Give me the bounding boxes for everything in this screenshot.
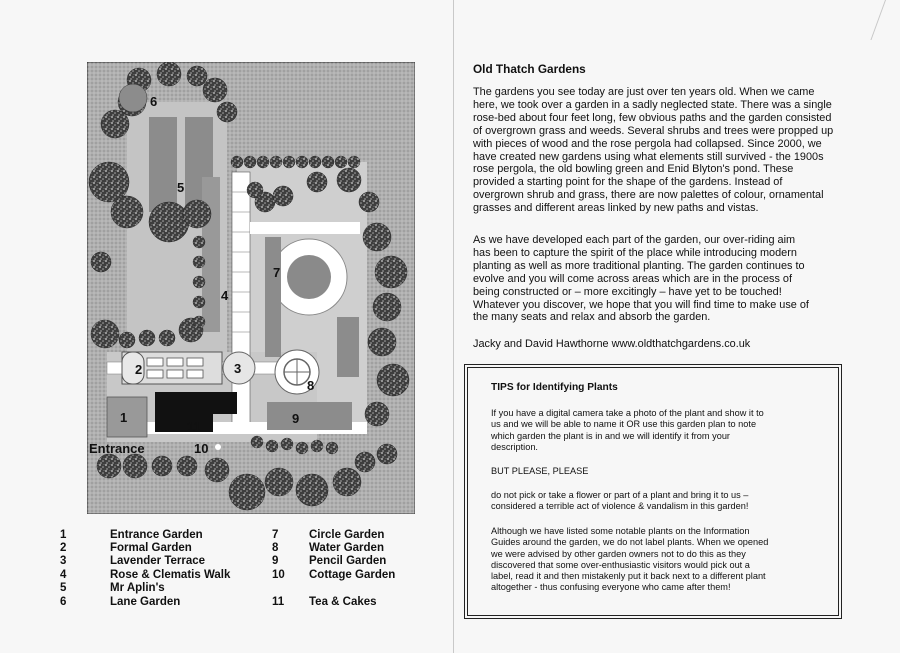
map-label-2: 2: [135, 362, 143, 377]
cross-path: [250, 222, 360, 234]
cottage-marker: [215, 444, 221, 450]
page-title: Old Thatch Gardens: [473, 62, 586, 76]
legend-item: 11 Tea & Cakes: [272, 596, 377, 608]
legend-item: 1 Entrance Garden: [60, 529, 203, 541]
tips-no-labels: Although we have listed some notable plants on the Information Guides around the garden, we do not label plants. When we opened we were advised by other garden owners not to do this as they discovered that some over-enthusiastic visitors would pick out a label, read it and then mistakenly put it back next to a different plant altogether - thus confusing everyone who came after them!: [491, 526, 769, 593]
legend-item: 3 Lavender Terrace: [60, 555, 206, 567]
intro-paragraph: The gardens you see today are just over ten years old. When we came here, we took over a garden in a sadly neglected state. There was a single rose-bed about four feet long, few obvious paths and the garden consisted of overgrown grass and weeds. Several shrubs and trees were propped up with pieces of wood and the rose pergola had collapsed. Since 2000, we have created new gardens using what elements still survived - the 1900s rose pergola, the old bowling green and Enid Blyton's pond. These provided a starting point for the shape of the gardens. Instead of overgrown shrub and grass, there are now palettes of colour, ornamental grasses and different areas linked by new paths and vistas.: [473, 86, 834, 215]
garden-plan-map: [87, 62, 415, 514]
map-legend: [60, 529, 420, 614]
tips-title: TIPS for Identifying Plants: [491, 382, 618, 393]
map-label-11: 11: [187, 419, 201, 434]
circle-garden-centre: [287, 255, 331, 299]
legend-item: 9 Pencil Garden: [272, 555, 387, 567]
map-label-1: 1: [120, 410, 128, 425]
legend-item: 4 Rose & Clematis Walk: [60, 569, 231, 581]
map-label-9: 9: [292, 411, 300, 426]
map-label-3: 3: [234, 361, 242, 376]
circle-garden-bed: [265, 237, 281, 357]
pencil-garden: [267, 402, 352, 430]
lane-garden-feature: [119, 84, 147, 112]
tips-box: [467, 367, 839, 616]
development-paragraph: As we have developed each part of the garden, our over-riding aim has been to capture the spirit of the place while introducing modern planting as well as more traditional planting. The garden continues to evolve and you will come across areas which are in the process of being constructed or – more excitingly – have yet to be touched! Whatever you discover, we hope that you will find time to make use of the many seats and relax and absorb the garden.: [473, 234, 809, 324]
legend-item: 7 Circle Garden: [272, 529, 385, 541]
map-label-10: 10: [194, 441, 209, 456]
map-label-6: 6: [150, 94, 158, 109]
signature-line: Jacky and David Hawthorne www.oldthatchgardens.co.uk: [473, 338, 751, 350]
page-edge: [870, 0, 900, 40]
map-label-entrance: Entrance: [89, 441, 145, 456]
tips-camera: If you have a digital camera take a photo of the plant and show it to us and we will be able to name it OR use this garden plan to note which garden the plant is in and we will identify it from your description.: [491, 408, 764, 452]
legend-item: 6 Lane Garden: [60, 596, 181, 608]
bed-mr-aplins: [149, 117, 177, 212]
page-fold: [453, 0, 454, 653]
map-label-7: 7: [273, 265, 281, 280]
legend-item: 5 Mr Aplin's: [60, 582, 165, 594]
tips-do-not-pick: do not pick or take a flower or part of a plant and bring it to us – considered a terrible act of violence & vandalism in this garden!: [491, 490, 749, 512]
legend-item: 2 Formal Garden: [60, 542, 192, 554]
bed-mr-aplins: [202, 177, 220, 332]
legend-item: 8 Water Garden: [272, 542, 384, 554]
map-label-8: 8: [307, 378, 315, 393]
legend-item: 10 Cottage Garden: [272, 569, 396, 581]
map-label-5: 5: [177, 180, 185, 195]
tips-please: BUT PLEASE, PLEASE: [491, 466, 589, 476]
map-label-4: 4: [221, 288, 229, 303]
circle-garden-bed: [337, 317, 359, 377]
